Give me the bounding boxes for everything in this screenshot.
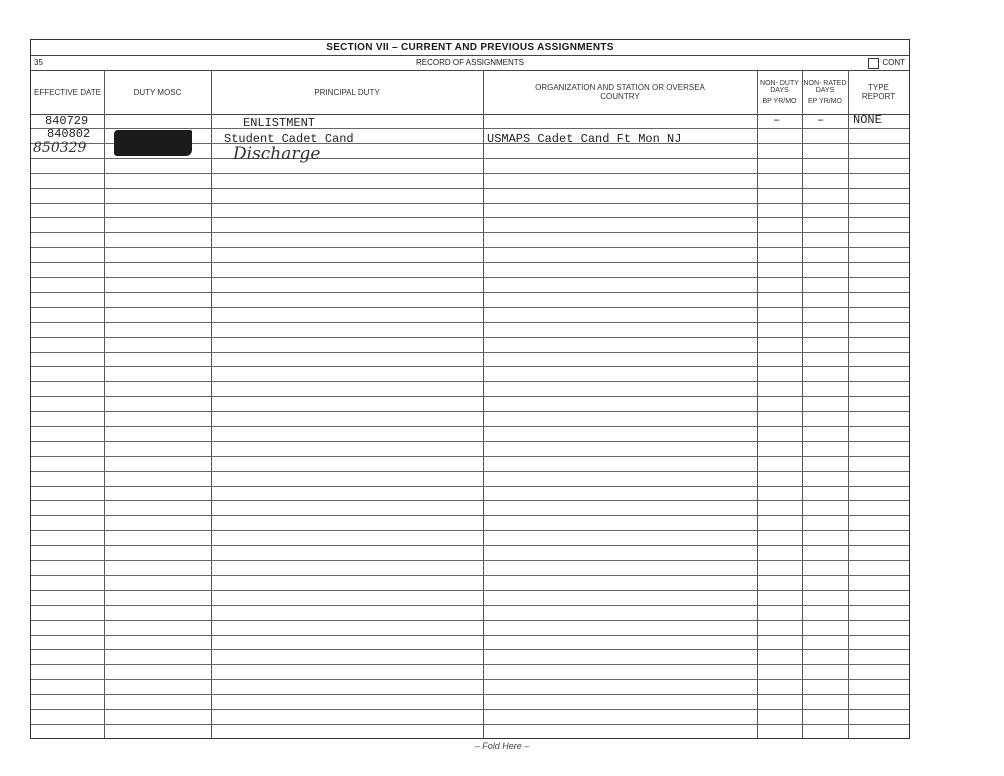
row-rule bbox=[31, 203, 909, 204]
item-number: 35 bbox=[34, 58, 43, 67]
row-rule bbox=[31, 232, 909, 233]
row-rule bbox=[31, 307, 909, 308]
row-1-principal-duty: ENLISTMENT bbox=[243, 116, 316, 130]
row-rule bbox=[31, 679, 909, 680]
record-title: RECORD OF ASSIGNMENTS bbox=[415, 58, 524, 67]
row-rule bbox=[31, 486, 909, 487]
column-divider bbox=[757, 70, 758, 738]
redaction-block bbox=[114, 130, 192, 156]
row-rule bbox=[31, 381, 909, 382]
row-rule bbox=[31, 277, 909, 278]
cont-field bbox=[868, 56, 905, 70]
row-rule bbox=[31, 471, 909, 472]
row-rule bbox=[31, 545, 909, 546]
row-1-non-duty: – bbox=[773, 113, 781, 127]
column-divider bbox=[848, 70, 849, 738]
header-non-rated-bottom: EP YR/MO bbox=[808, 97, 842, 105]
header-non-duty-bottom: BP YR/MO bbox=[762, 97, 797, 105]
row-rule bbox=[31, 635, 909, 636]
header-non-rated-top: NON- RATED DAYS bbox=[803, 79, 847, 94]
section-title: SECTION VII – CURRENT AND PREVIOUS ASSIGNMENTS bbox=[326, 42, 614, 53]
row-rule bbox=[31, 664, 909, 665]
row-rule bbox=[31, 366, 909, 367]
header-organization: ORGANIZATION AND STATION OR OVERSEA COUNTRY bbox=[535, 83, 705, 101]
row-2-principal-duty: Student Cadet Cand bbox=[224, 132, 354, 146]
column-divider bbox=[211, 70, 212, 738]
assignments-form bbox=[30, 39, 910, 739]
header-non-duty-days bbox=[757, 70, 802, 114]
column-header-row bbox=[31, 70, 909, 115]
row-3-date: 850329 bbox=[33, 140, 87, 156]
row-rule bbox=[31, 411, 909, 412]
cont-label: CONT bbox=[882, 58, 905, 67]
row-rule bbox=[31, 322, 909, 323]
row-rule bbox=[31, 247, 909, 248]
header-non-rated-days bbox=[802, 70, 848, 114]
row-rule bbox=[31, 217, 909, 218]
row-rule bbox=[31, 173, 909, 174]
row-rule bbox=[31, 158, 909, 159]
row-3-principal-duty: Discharge bbox=[233, 144, 321, 164]
row-rule bbox=[31, 620, 909, 621]
row-rule bbox=[31, 724, 909, 725]
row-rule bbox=[31, 500, 909, 501]
row-rule bbox=[31, 515, 909, 516]
row-rule bbox=[31, 352, 909, 353]
row-rule bbox=[31, 262, 909, 263]
header-type-report: TYPE REPORT bbox=[861, 83, 896, 101]
column-divider bbox=[483, 70, 484, 738]
row-rule bbox=[31, 694, 909, 695]
record-title-row bbox=[31, 55, 909, 71]
header-principal-duty: PRINCIPAL DUTY bbox=[314, 87, 380, 97]
row-rule bbox=[31, 530, 909, 531]
row-rule bbox=[31, 337, 909, 338]
row-rule bbox=[31, 188, 909, 189]
row-rule bbox=[31, 709, 909, 710]
row-2-date: 840802 bbox=[47, 127, 91, 141]
header-non-duty-top: NON- DUTY DAYS bbox=[760, 79, 799, 94]
column-divider bbox=[104, 70, 105, 738]
row-rule bbox=[31, 649, 909, 650]
row-rule bbox=[31, 456, 909, 457]
fold-here-label: – Fold Here – bbox=[474, 741, 530, 751]
row-rule bbox=[31, 575, 909, 576]
row-rule bbox=[31, 605, 909, 606]
row-rule bbox=[31, 590, 909, 591]
column-divider bbox=[802, 70, 803, 738]
header-effective-date: EFFECTIVE DATE bbox=[34, 87, 101, 97]
row-rule bbox=[31, 426, 909, 427]
row-rule bbox=[31, 128, 909, 129]
row-1-non-rated: – bbox=[817, 113, 825, 127]
row-1-date: 840729 bbox=[45, 114, 89, 128]
row-rule bbox=[31, 292, 909, 293]
row-rule bbox=[31, 560, 909, 561]
row-2-organization: USMAPS Cadet Cand Ft Mon NJ bbox=[487, 132, 682, 146]
header-duty-mosc: DUTY MOSC bbox=[133, 87, 182, 97]
row-1-type-report: NONE bbox=[853, 113, 882, 127]
row-rule bbox=[31, 396, 909, 397]
row-rule bbox=[31, 441, 909, 442]
cont-checkbox[interactable] bbox=[868, 58, 879, 69]
